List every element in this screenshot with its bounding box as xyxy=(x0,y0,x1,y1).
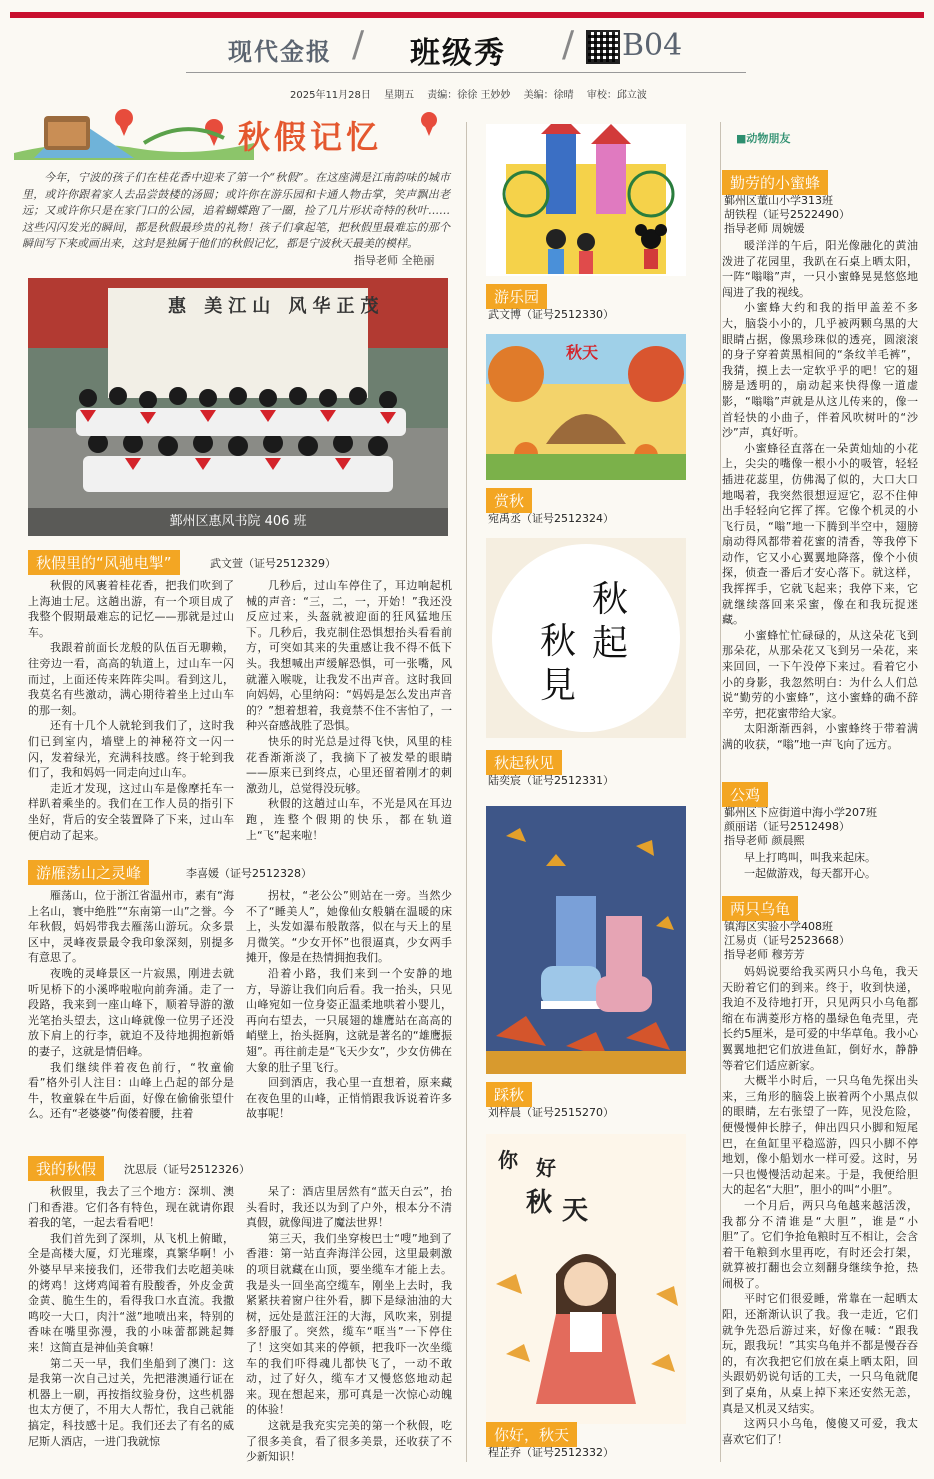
hello-autumn-char: 好 xyxy=(536,1156,556,1180)
issue-weekday: 星期五 xyxy=(384,90,415,101)
piece-2-body xyxy=(722,850,918,881)
paragraph: 平时它们很爱睡，常靠在一起晒太阳，还渐渐认识了我。我一走近，它们就争先恐后游过来，好像在喊：“跟我玩，跟我玩！”其实乌龟并不都是慢吞吞的，有次我把它们放在桌上晒太阳，回头跟奶奶说句话的工夫，一只乌龟就爬到了桌角，从桌上掉下来还安然无恙，真是又机灵又结实。 xyxy=(722,1292,918,1415)
piece-3-body xyxy=(722,964,918,1470)
paragraph: 大概半小时后，一只乌龟先探出头来，三角形的脑袋上嵌着两个小黑点似的眼睛，左右张望了一阵，见没危险，便慢慢伸长脖子，伸出四只小脚和短尾巴，在鱼缸里平稳巡游，四只小脚不停地划，像小船划水一样可爱。这时，另一只也慢慢活动起来。于是，我便给胆大的起名“大胆”，胆小的叫“小胆”。 xyxy=(722,1074,918,1197)
piece-1-teacher: 指导老师 周婉媛 xyxy=(724,222,805,235)
piece-3-meta xyxy=(724,920,850,962)
paragraph: 拐杖，“老公公”则站在一旁。当然少不了“睡美人”，她像仙女般躺在温暖的床上，头发如瀑布般散落，似在与天上的星月微笑。“少女开怀”也很逼真，少女两手摊开，像是在热情拥抱我们。 xyxy=(246,889,452,965)
artwork-calligraphy xyxy=(486,538,686,738)
paragraph: 几秒后，过山车停住了，耳边响起机械的声音：“三，二，一，开始！”我还没反应过来，头盔就被迎面的狂风猛地压下。几秒后，我克制住恐惧想抬头看看前方，可突如其来的失重感让我不得不低下头。我想喊出声缓解恐惧，可一张嘴，风就灌入喉咙，让我发不出声音。这时我回向妈妈，心里纳闷：“妈妈是怎么发出声音的？”想着想着，我竟禁不住不害怕了，一种兴奋感战胜了恐惧。 xyxy=(246,579,452,733)
calligraphy-char: 起 xyxy=(592,623,629,664)
issue-date: 2025年11月28日 xyxy=(290,90,371,101)
paragraph: 秋假的这趟过山车，不光是风在耳边跑，连整个假期的快乐，都在轨道上“飞”起来啦！ xyxy=(246,797,452,842)
paragraph: 妈妈说要给我买两只小乌龟，我天天盼着它们的到来。终于，收到快递，我迫不及待地打开，只见两只小乌龟都缩在布满菱形方格的墨绿色龟壳里，壳长约5厘米，是可爱的中华草龟。我小心翼翼地把它们放进鱼缸，倒好水，静静等着它们适应新家。 xyxy=(722,965,918,1072)
article-2-col-right xyxy=(246,888,452,1122)
piece-3-teacher: 指导老师 穆芳芳 xyxy=(724,948,805,961)
paragraph: 这就是我充实完美的第一个秋假，吃了很多美食，看了很多美景，还收获了不少新知识！ xyxy=(246,1418,452,1464)
paragraph: 第三天，我们坐穿梭巴士“嗖”地到了香港：第一站直奔海洋公园，这里最刺激的项目就藏在山顶，要坐缆车才能上去。我是头一回坐高空缆车，刚坐上去时，我紧紧扶着窗户往外看，脚下是绿油油的大树，远处是蓝汪汪的大海，风吹来，别提多舒服了。突然，缆车“哐当”一下停住了！这突如其来的停顿，把我吓一次坐缆车的我们吓得魂儿都快飞了，一动不敢动，过了好久，缆车才又慢悠悠地动起来。现在想起来，那可真是一次惊心动魄的体验！ xyxy=(246,1231,452,1417)
article-3-col-right xyxy=(246,1184,452,1470)
paragraph: 一个月后，两只乌龟越来越活泼，我都分不清谁是“大胆”，谁是“小胆”了。它们争抢龟粮时互不相让，会含着干龟粮到水里再吃，有时还会打架，就算被打翻也会立刻翻身继续争抢，热闹极了。 xyxy=(722,1198,918,1290)
photo-banner-text: 惠 美江山 风华正茂 xyxy=(168,296,385,317)
piece-3-author: 江易贞（证号2523668） xyxy=(724,934,850,947)
column-divider xyxy=(466,122,467,1462)
calligraphy-char: 秋 xyxy=(540,621,577,662)
hello-autumn-char: 你 xyxy=(498,1148,518,1172)
feature-intro: 今年，宁波的孩子们在桂花香中迎来了第一个“秋假”。在这座满是江南韵味的城市里，或许你跟着家人去品尝鼓楼的汤圆；或许你在游乐园和卡通人物击掌，笑声飘出老远；又或许你只是在家门口的公园，追着蝴蝶跑了一圈，捡了几片形状奇特的秋叶……这些闪闪发光的瞬间，都是秋假最珍贵的礼物！孩子们拿起笔，把秋假里最难忘的那个瞬间写下来或画出来，这封是独属于他们的秋假记忆，都是宁波秋天最美的模样。 xyxy=(22,171,450,250)
artwork-4-title: 踩秋 xyxy=(486,1082,532,1107)
artwork-5-title: 你好，秋天 xyxy=(486,1422,577,1447)
piece-2-school: 鄞州区下应街道中海小学207班 xyxy=(724,806,877,819)
calligraphy-circle xyxy=(486,538,686,738)
paragraph: 太阳渐渐西斜，小蜜蜂终于带着满满的收获，“嗡”地一声飞向了远方。 xyxy=(722,722,918,751)
paragraph: 夜晚的灵峰景区一片寂黑，刚进去就听见桥下的小溪哗啦啦向前奔涌。走了一段路，我来到一座山峰下，顺着导游的激光笔抬头望去，这山峰就像一位男子还没放下肩上的行李，就迫不及待地拥抱新婚的妻子，这就是情侣峰。 xyxy=(28,966,234,1058)
piece-1-title: 勤劳的小蜜蜂 xyxy=(722,170,828,195)
paragraph: 走近才发现，这过山车是像摩托车一样趴着乘坐的。我们在工作人员的指引下坐好，背后的安全装置降了下来，过山车便启动了起来。 xyxy=(28,781,234,842)
article-2-title: 游雁荡山之灵峰 xyxy=(28,860,149,885)
artwork-4-byline: 刘梓晨（证号2515270） xyxy=(488,1106,614,1119)
piece-2-author: 颜丽诺（证号2512498） xyxy=(724,820,850,833)
column-divider xyxy=(720,122,721,1462)
article-1-col-right xyxy=(246,578,452,843)
artwork-autumn-scene xyxy=(486,334,686,480)
hello-autumn-drawing xyxy=(486,1134,686,1424)
masthead-slash: / xyxy=(352,24,365,65)
amusement-park-drawing xyxy=(486,124,686,276)
paragraph: 回到酒店，我心里一直想着，原来藏在夜色里的山峰，正悄悄跟我诉说着许多故事呢！ xyxy=(246,1076,452,1121)
piece-1-school: 鄞州区董山小学313班 xyxy=(724,194,833,207)
masthead-rule xyxy=(186,72,746,73)
editor-credit: 责编：徐徐 王妙妙 xyxy=(427,90,511,101)
artwork-1-title: 游乐园 xyxy=(486,284,547,309)
animal-friends-label: ■动物朋友 xyxy=(736,132,791,145)
artwork-5-byline: 程芷乔（证号2512332） xyxy=(488,1446,614,1459)
page-number: B04 xyxy=(622,28,683,63)
article-3-title: 我的秋假 xyxy=(28,1156,104,1181)
piece-1-meta xyxy=(724,194,850,236)
stepping-autumn-drawing xyxy=(486,806,686,1074)
paragraph: 小蜜蜂大约和我的指甲盖差不多大，脑袋小小的，几乎被两颗乌黑的大眼睛占据，像黑珍珠似的透亮，圆滚滚的身子穿着黄黑相间的“条纹羊毛裤”，我猜，摸上去一定软乎乎的吧！它的翅膀是透明的，扇动起来快得像一道虚影，“嗡嗡”声就是从这儿传来的，像一首轻快的小曲子，伴着风吹树叶的“沙沙”声，真好听。 xyxy=(722,301,918,440)
top-red-rule xyxy=(10,12,924,18)
paragraph: 沿着小路，我们来到一个安静的地方，导游让我们向后看。我一抬头，只见山峰宛如一位身姿正温柔地哄着小婴儿，再向右望去，一只展翅的雄鹰站在高高的峭壁上，抬头挺胸，这就是著名的“雄鹰振翅”。再往前走是“飞天少女”，少女仿佛在大象的肚子里飞行。 xyxy=(246,966,452,1074)
paragraph: 暖洋洋的午后，阳光像融化的黄油泼进了花园里，我趴在石桌上晒太阳，一阵“嗡嗡”声，一只小蜜蜂晃晃悠悠地闯进了我的视线。 xyxy=(722,239,918,299)
article-3-byline: 沈思辰（证号2512326） xyxy=(124,1163,250,1176)
article-2-col-left xyxy=(28,888,234,1122)
feature-title: 秋假记忆 xyxy=(238,118,383,156)
article-3-col-left xyxy=(28,1184,234,1470)
artwork-3-title: 秋起秋见 xyxy=(486,750,562,775)
article-1-byline: 武文萱（证号2512329） xyxy=(210,557,336,570)
paragraph: 一起做游戏，每天都开心。 xyxy=(744,866,876,880)
artwork-amusement-park xyxy=(486,124,686,276)
piece-1-author: 胡铁程（证号2522490） xyxy=(724,208,850,221)
paragraph: 我们继续伴着夜色前行，“牧童偷看”格外引人注目：山峰上凸起的部分是牛，牧童躲在牛后面，好像在偷偷张望什么。还有“老婆婆”佝偻着腰，拄着 xyxy=(28,1060,234,1121)
checker-credit: 审校：邱立波 xyxy=(586,90,647,101)
artwork-3-byline: 陆奕宸（证号2512331） xyxy=(488,774,614,787)
article-1-col-left xyxy=(28,578,234,843)
masthead-slash: / xyxy=(562,24,575,65)
hello-autumn-char: 天 xyxy=(562,1196,589,1226)
paragraph: 这两只小乌龟，傻傻又可爱，我太喜欢它们了！ xyxy=(722,1417,918,1446)
hello-autumn-char: 秋 xyxy=(526,1188,553,1218)
group-photo xyxy=(28,278,448,536)
paragraph: 小蜜蜂忙忙碌碌的，从这朵花飞到那朵花，从那朵花又飞到另一朵花，来来回回，一下午没停下来过。看着它小小的身影，我忽然明白：为什么人们总说“勤劳的小蜜蜂”，这小蜜蜂的确不辞辛劳，把花蜜带给大家。 xyxy=(722,628,918,720)
piece-2-teacher: 指导老师 颜晨熙 xyxy=(724,834,805,847)
paragraph: 秋假里，我去了三个地方：深圳、澳门和香港。它们各有特色，现在就请你跟着我的笔，一起去看看吧！ xyxy=(28,1185,234,1230)
section-name: 班级秀 xyxy=(410,36,506,71)
feature-teacher: 指导老师 全艳丽 xyxy=(354,254,435,267)
feature-banner-illustration xyxy=(14,98,454,160)
paragraph: 雁荡山，位于浙江省温州市，素有“海上名山，寰中绝胜”“东南第一山”之誉。今年秋假，妈妈带我去雁荡山游玩。众多景区中，灵峰夜景最令我印象深刻，别提多有意思了。 xyxy=(28,889,234,965)
piece-2-meta xyxy=(724,806,877,848)
designer-credit: 美编：徐晴 xyxy=(523,90,574,101)
paragraph: 我们首先到了深圳，从飞机上俯瞰，全是高楼大厦，灯光璀璨，真繁华啊！小外婆早早来接我们，还带我们去吃超美味的烤鸡！这烤鸡闻着有股酸香，外皮金黄金黄、脆生生的，看得我口水直流。我撒鸣咬一大口，肉汁“滋”地喷出来，特别的香味在嘴里弥漫，我的小味蕾都跳起舞来！这简直是神仙美食嘛！ xyxy=(28,1231,234,1354)
artwork-stepping-autumn xyxy=(486,806,686,1074)
paragraph: 呆了：酒店里居然有“蓝天白云”，抬头看时，我还以为到了户外，根本分不清真假，就像闯进了魔法世界！ xyxy=(246,1185,452,1230)
paragraph: 早上打鸣叫，叫我来起床。 xyxy=(744,851,876,864)
paragraph: 第二天一早，我们坐船到了澳门：这是我第一次自己过关，先把港澳通行证在机器上一刷，再按指纹验身份，这些机器也太方便了，不用大人帮忙，我自己就能搞定，科技感十足。我们还去了有名的威尼斯人酒店，一进门我就惊 xyxy=(28,1356,234,1448)
artwork-hello-autumn xyxy=(486,1134,686,1424)
article-2-byline: 李喜媛（证号2512328） xyxy=(186,867,312,880)
calligraphy-char: 秋 xyxy=(592,579,629,620)
paragraph: 还有十几个人就轮到我们了，这时我们已到室内，墙壁上的神秘符文一闪一闪，发着绿光，充满科技感。终于轮到我们了，我和妈妈一同走向过山车。 xyxy=(28,719,234,780)
piece-2-title: 公鸡 xyxy=(722,782,768,807)
paper-name: 现代金报 xyxy=(228,37,332,66)
qr-code-icon[interactable] xyxy=(586,30,620,64)
artwork-2-byline: 宛禹丞（证号2512324） xyxy=(488,512,614,525)
piece-3-school: 镇海区实验小学408班 xyxy=(724,920,833,933)
artwork-2-title: 赏秋 xyxy=(486,488,532,513)
paragraph: 小蜜蜂径直落在一朵黄灿灿的小花上，尖尖的嘴像一根小小的吸管，轻轻插进花蕊里，仿佛渴了似的，大口大口地喝着，我突然很想逗逗它，忍不住伸出手轻轻向它挥了挥。它像个机灵的小飞行员，“嗡”地一下腾到半空中，翅膀扇动得风都带着花蜜的清香，等我停下动作，它又小心翼翼地降落，像个小侦探，侦查一番后才安心落下。就这样，我挥挥手，它就飞起来；我停下来，它就继续落回来采蜜，像在和我玩捉迷藏。 xyxy=(722,441,918,627)
artwork-1-byline: 武文博（证号2512330） xyxy=(488,308,614,321)
piece-3-title: 两只乌龟 xyxy=(722,896,798,921)
paragraph: 快乐的时光总是过得飞快，风里的桂花香渐渐淡了，我摘下了被发晕的眼睛——原来已到终点，心里还留着刚才的刺激劲儿，总觉得没玩够。 xyxy=(246,734,452,795)
calligraphy-char: 見 xyxy=(540,665,577,706)
paragraph: 秋假的风裹着桂花香，把我们吹到了上海迪士尼。这趟出游，有一个项目成了我整个假期最难忘的记忆——那就是过山车。 xyxy=(28,579,234,639)
autumn-scene-text: 秋天 xyxy=(566,343,599,362)
article-1-title: 秋假里的“风驰电掣” xyxy=(28,550,180,575)
photo-caption: 鄞州区惠风书院 406 班 xyxy=(28,508,448,536)
piece-1-body xyxy=(722,238,918,753)
paragraph: 我跟着前面长龙般的队伍百无聊赖，往旁边一看，高高的轨道上，过山车一闪而过，上面还传来阵阵尖叫。看到这儿，我莫名有些激动，满心期待着坐上过山车的那一刻。 xyxy=(28,641,234,717)
